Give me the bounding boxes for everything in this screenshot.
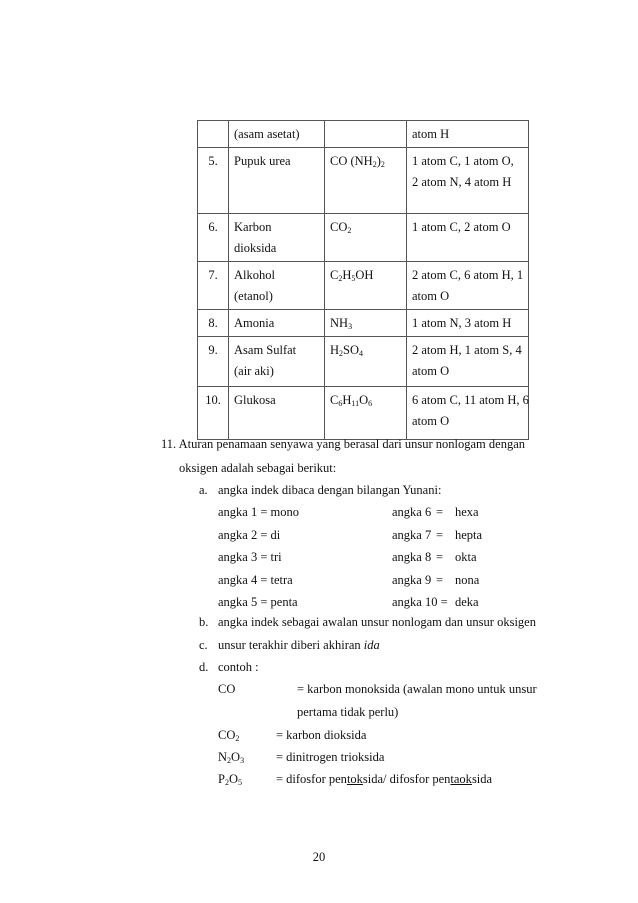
formula-subscript: 2 bbox=[338, 274, 343, 283]
example-1-formula: CO bbox=[218, 682, 236, 696]
compound-name-line: Alkohol bbox=[234, 268, 275, 282]
atom-composition bbox=[407, 387, 529, 440]
numeral-left: angka 2 = di bbox=[218, 528, 281, 542]
table-row bbox=[198, 214, 529, 262]
formula-text: CO (NH bbox=[330, 154, 373, 168]
example-3-formula: $N_2O_3$ bbox=[218, 750, 245, 765]
compound-formula bbox=[325, 121, 407, 148]
formula-subscript: 5 bbox=[351, 274, 356, 283]
formula-text: H bbox=[342, 268, 352, 282]
numeral-right-value: hexa bbox=[455, 505, 479, 519]
example-2-text: = karbon dioksida bbox=[276, 728, 367, 742]
item-a-label: a. bbox=[199, 483, 208, 497]
formula-subscript: 3 bbox=[348, 322, 353, 331]
formula-text: NH bbox=[330, 316, 349, 330]
atom-composition bbox=[407, 121, 529, 148]
atom-composition-line: 2 atom C, 6 atom H, 1 bbox=[412, 268, 524, 282]
compound-name-line: (asam asetat) bbox=[234, 127, 300, 141]
row-number: 9. bbox=[198, 337, 229, 387]
table-row bbox=[198, 310, 529, 337]
compound-name-line: (etanol) bbox=[234, 289, 273, 303]
compound-name-line: Glukosa bbox=[234, 393, 276, 407]
atom-composition-line: 1 atom C, 2 atom O bbox=[412, 220, 511, 234]
item-c-label: c. bbox=[199, 638, 208, 652]
table-row bbox=[198, 121, 529, 148]
formula-text: C bbox=[330, 268, 339, 282]
item-b-label: b. bbox=[199, 615, 209, 629]
example-1-text: = karbon monoksida (awalan mono untuk unsur bbox=[297, 682, 537, 696]
page-number: 20 bbox=[312, 850, 326, 864]
compound-name-line: Karbon bbox=[234, 220, 272, 234]
compound-name bbox=[229, 387, 325, 440]
formula-subscript: 11 bbox=[351, 399, 360, 408]
atom-composition-line: 1 atom N, 3 atom H bbox=[412, 316, 512, 330]
atom-composition-line: atom H bbox=[412, 127, 450, 141]
formula-text: OH bbox=[355, 268, 374, 282]
compound-name bbox=[229, 310, 325, 337]
numeral-right-equals: = bbox=[436, 528, 444, 542]
rule-11-line1: 11. Aturan penamaan senyawa yang berasal dari unsur nonlogam dengan bbox=[161, 437, 526, 451]
numeral-right-equals: = bbox=[436, 550, 444, 564]
compound-formula bbox=[325, 310, 407, 337]
atom-composition-line: 2 atom N, 4 atom H bbox=[412, 175, 512, 189]
formula-text: C bbox=[330, 393, 339, 407]
numeral-right-key: angka 7 bbox=[392, 528, 432, 542]
example-1-text-2: pertama tidak perlu) bbox=[297, 705, 399, 719]
formula-text: O bbox=[359, 393, 369, 407]
formula-text: H bbox=[330, 343, 340, 357]
item-b-text: angka indek sebagai awalan unsur nonlogam dan unsur oksigen bbox=[218, 615, 536, 629]
atom-composition-line: 6 atom C, 11 atom H, 6 bbox=[412, 393, 529, 407]
numeral-right-value: nona bbox=[455, 573, 480, 587]
atom-composition-line: 2 atom H, 1 atom S, 4 bbox=[412, 343, 522, 357]
numeral-right-key: angka 6 bbox=[392, 505, 432, 519]
item-c-suffix: ida bbox=[363, 638, 380, 652]
numeral-right-value: okta bbox=[455, 550, 477, 564]
numeral-left: angka 1 = mono bbox=[218, 505, 299, 519]
item-c-text: unsur terakhir diberi akhiran ida bbox=[218, 638, 380, 652]
table-row bbox=[198, 337, 529, 387]
compound-formula bbox=[325, 387, 407, 440]
numeral-right-equals: = bbox=[436, 505, 444, 519]
table-row bbox=[198, 148, 529, 214]
row-number: 6. bbox=[198, 214, 229, 262]
atom-composition bbox=[407, 337, 529, 387]
compound-formula bbox=[325, 337, 407, 387]
formula-subscript: 4 bbox=[359, 349, 364, 358]
formula-subscript: 2 bbox=[380, 160, 385, 169]
item-a-text: angka indek dibaca dengan bilangan Yunani: bbox=[218, 483, 442, 497]
formula-text: CO bbox=[330, 220, 348, 234]
table-row bbox=[198, 387, 529, 440]
numeral-right-key: angka 8 bbox=[392, 550, 432, 564]
compound-name bbox=[229, 121, 325, 148]
numeral-left: angka 5 = penta bbox=[218, 595, 298, 609]
example-4-formula: $P_2O_5$ bbox=[218, 772, 242, 787]
row-number: 8. bbox=[198, 310, 229, 337]
formula-subscript: 6 bbox=[368, 399, 373, 408]
atom-composition bbox=[407, 310, 529, 337]
row-number: 7. bbox=[198, 262, 229, 310]
example-2-formula: $CO_2$ bbox=[218, 728, 240, 743]
numeral-left: angka 3 = tri bbox=[218, 550, 282, 564]
item-d-label: d. bbox=[199, 660, 209, 674]
atom-composition-line: atom O bbox=[412, 414, 450, 428]
compound-name-line: Asam Sulfat bbox=[234, 343, 297, 357]
example-3-text: = dinitrogen trioksida bbox=[276, 750, 385, 764]
numeral-right-equals: = bbox=[436, 573, 444, 587]
compound-name-line: dioksida bbox=[234, 241, 277, 255]
compound-formula bbox=[325, 148, 407, 214]
atom-composition-line: 1 atom C, 1 atom O, bbox=[412, 154, 514, 168]
rule-11-line2: oksigen adalah sebagai berikut: bbox=[179, 461, 337, 475]
compound-name bbox=[229, 214, 325, 262]
formula-text: H bbox=[342, 393, 352, 407]
row-number: 5. bbox=[198, 148, 229, 214]
compound-name bbox=[229, 262, 325, 310]
compound-name-line: (air aki) bbox=[234, 364, 274, 378]
numeral-left: angka 4 = tetra bbox=[218, 573, 293, 587]
row-number: 10. bbox=[198, 387, 229, 440]
row-number bbox=[198, 121, 229, 148]
atom-composition bbox=[407, 262, 529, 310]
numeral-right-value: deka bbox=[455, 595, 479, 609]
table-row bbox=[198, 262, 529, 310]
compound-formula bbox=[325, 214, 407, 262]
compound-name-line: Amonia bbox=[234, 316, 275, 330]
compound-name-line: Pupuk urea bbox=[234, 154, 291, 168]
numeral-right-key: angka 9 bbox=[392, 573, 432, 587]
atom-composition bbox=[407, 148, 529, 214]
example-4-text: = difosfor pentoksida/ difosfor pentaoksida bbox=[276, 772, 493, 786]
numeral-right-value: hepta bbox=[455, 528, 483, 542]
compound-table bbox=[197, 120, 529, 440]
compound-name bbox=[229, 337, 325, 387]
atom-composition-line: atom O bbox=[412, 364, 450, 378]
compound-name bbox=[229, 148, 325, 214]
item-d-text: contoh : bbox=[218, 660, 259, 674]
compound-formula bbox=[325, 262, 407, 310]
formula-subscript: 2 bbox=[372, 160, 377, 169]
formula-subscript: 2 bbox=[347, 226, 352, 235]
atom-composition-line: atom O bbox=[412, 289, 450, 303]
atom-composition bbox=[407, 214, 529, 262]
formula-subscript: 6 bbox=[338, 399, 343, 408]
formula-text: SO bbox=[343, 343, 360, 357]
formula-subscript: 2 bbox=[339, 349, 344, 358]
numeral-right-key: angka 10 = bbox=[392, 595, 448, 609]
formula-text: ) bbox=[376, 154, 381, 168]
